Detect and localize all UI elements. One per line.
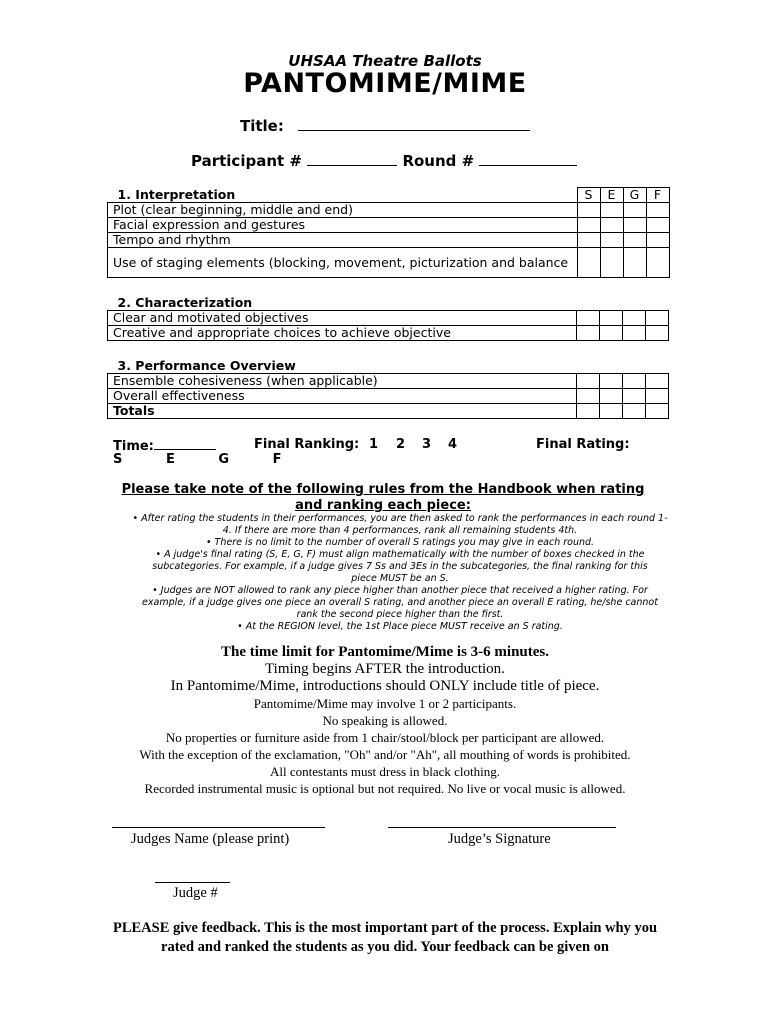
criteria-row — [108, 203, 670, 218]
criteria-label: Creative and appropriate choices to achieve objective — [108, 326, 577, 341]
rating-box[interactable] — [646, 203, 669, 218]
limit-line: No properties or furniture aside from 1 chair/stool/block per participant are allowed. — [165, 730, 605, 745]
criteria-row — [108, 389, 669, 404]
judge-name-line[interactable] — [112, 827, 325, 828]
total-box[interactable] — [577, 404, 600, 419]
criteria-label: Ensemble cohesiveness (when applicable) — [108, 374, 577, 389]
rating-box[interactable] — [577, 389, 600, 404]
rating-box[interactable] — [577, 374, 600, 389]
rating-box[interactable] — [600, 218, 623, 233]
limit-line: No speaking is allowed. — [322, 713, 448, 728]
criteria-row — [108, 326, 669, 341]
criteria-label: Plot (clear beginning, middle and end) — [108, 203, 578, 218]
rating-box[interactable] — [646, 218, 669, 233]
criteria-row — [108, 374, 669, 389]
rating-box[interactable] — [600, 389, 623, 404]
col-header-f: F — [646, 188, 669, 203]
criteria-table-interpretation — [107, 187, 670, 278]
title-field-row — [240, 116, 530, 135]
rating-box[interactable] — [600, 233, 623, 248]
rule-item: • A judge's final rating (S, E, G, F) must align mathematically with the number of boxes checked in the subcategories. For example, if a judge gives 7 Ss and 3Es in the subcategories, the final ranking for this piece MUST be an S. — [152, 549, 648, 584]
limit-line: Pantomime/Mime may involve 1 or 2 participants. — [253, 696, 517, 711]
rating-box[interactable] — [646, 248, 669, 278]
limit-line: With the exception of the exclamation, "Oh" and/or "Ah", all mouthing of words is prohibited. — [139, 747, 631, 762]
round-label: Round # — [402, 152, 475, 170]
rule-item: • There is no limit to the number of overall S ratings you may give in each round. — [205, 537, 595, 548]
rating-box[interactable] — [600, 311, 623, 326]
rules-list — [120, 513, 680, 633]
total-box[interactable] — [600, 404, 623, 419]
rating-box[interactable] — [623, 374, 646, 389]
rule-item: • At the REGION level, the 1st Place piece MUST receive an S rating. — [237, 621, 563, 632]
participant-blank[interactable] — [307, 151, 397, 166]
limit-line: In Pantomime/Mime, introductions should ONLY include title of piece. — [170, 678, 600, 694]
judge-signature-label: Judge’s Signature — [448, 831, 551, 847]
total-box[interactable] — [646, 404, 669, 419]
criteria-label: Facial expression and gestures — [108, 218, 578, 233]
rating-box[interactable] — [577, 311, 600, 326]
totals-row — [108, 404, 669, 419]
rating-box[interactable] — [577, 326, 600, 341]
criteria-label: Use of staging elements (blocking, movement, picturization and balance — [108, 248, 578, 278]
rating-box[interactable] — [623, 248, 646, 278]
final-rating-options[interactable]: S E G F — [113, 452, 282, 467]
rating-box[interactable] — [600, 248, 623, 278]
rating-box[interactable] — [600, 326, 623, 341]
final-rating-label: Final Rating: — [536, 437, 630, 452]
rating-box[interactable] — [623, 389, 646, 404]
rules-summary — [0, 644, 770, 797]
col-header-s: S — [577, 188, 600, 203]
col-header-g: G — [623, 188, 646, 203]
criteria-row — [108, 218, 670, 233]
rating-box[interactable] — [577, 233, 600, 248]
rating-box[interactable] — [623, 233, 646, 248]
judge-name-label: Judges Name (please print) — [131, 831, 290, 847]
rating-box[interactable] — [646, 233, 669, 248]
rating-box[interactable] — [623, 218, 646, 233]
rating-box[interactable] — [646, 389, 669, 404]
rating-box[interactable] — [646, 326, 669, 341]
rules-heading: Please take note of the following rules from the Handbook when rating and ranking each piece: — [121, 482, 645, 513]
criteria-row — [108, 248, 670, 278]
limit-line: Timing begins AFTER the introduction. — [265, 661, 505, 677]
rating-box[interactable] — [577, 248, 600, 278]
ballot-title: PANTOMIME/MIME — [243, 68, 527, 99]
round-blank[interactable] — [479, 151, 577, 166]
participant-label: Participant # — [191, 152, 302, 170]
rank-option-4[interactable]: 4 — [448, 437, 458, 452]
criteria-label: Overall effectiveness — [108, 389, 577, 404]
rating-box[interactable] — [600, 203, 623, 218]
criteria-label: Tempo and rhythm — [108, 233, 578, 248]
limit-line: Recorded instrumental music is optional but not required. No live or vocal music is allowed. — [144, 781, 626, 796]
rule-item: • Judges are NOT allowed to rank any piece higher than another piece that received a higher rating. For example, if a judge gives one piece an overall S rating, and another piece an overall E rating, he/she cannot rank the second piece higher than the first. — [142, 585, 658, 620]
section-heading: 1. Interpretation — [117, 186, 236, 202]
rating-box[interactable] — [623, 203, 646, 218]
section-heading: 3. Performance Overview — [117, 358, 296, 373]
rating-box[interactable] — [600, 374, 623, 389]
totals-label: Totals — [108, 404, 577, 419]
rating-box[interactable] — [623, 326, 646, 341]
rank-option-2[interactable]: 2 — [396, 437, 406, 452]
limit-line: All contestants must dress in black clothing. — [270, 764, 500, 779]
ballot-subtitle: UHSAA Theatre Ballots — [288, 52, 482, 70]
rating-box[interactable] — [623, 311, 646, 326]
judge-number-line[interactable] — [155, 882, 230, 883]
rule-item: • After rating the students in their performances, you are then asked to rank the performances in each round 1-4. If there are more than 4 performances, rank all remaining students 4th. — [132, 513, 668, 536]
rating-box[interactable] — [577, 218, 600, 233]
rank-option-1[interactable]: 1 — [369, 437, 379, 452]
time-limit-text: The time limit for Pantomime/Mime is 3-6 minutes. — [221, 644, 549, 660]
rating-box[interactable] — [646, 374, 669, 389]
judge-signature-line[interactable] — [388, 827, 616, 828]
participant-round-row — [191, 151, 577, 170]
criteria-label: Clear and motivated objectives — [108, 311, 577, 326]
criteria-row — [108, 233, 670, 248]
section-heading: 2. Characterization — [117, 295, 253, 310]
criteria-table-characterization — [107, 296, 669, 341]
feedback-instructions: PLEASE give feedback. This is the most important part of the process. Explain why you rated and ranked the students as you did. Your feedback can be given on — [112, 920, 658, 955]
final-ranking-label: Final Ranking: — [254, 437, 360, 452]
col-header-e: E — [600, 188, 623, 203]
criteria-row — [108, 311, 669, 326]
time-blank[interactable] — [154, 437, 216, 450]
rank-option-3[interactable]: 3 — [422, 437, 432, 452]
total-box[interactable] — [623, 404, 646, 419]
rating-box[interactable] — [577, 203, 600, 218]
title-label: Title: — [240, 117, 284, 135]
rating-box[interactable] — [646, 311, 669, 326]
judge-number-label: Judge # — [173, 885, 218, 901]
criteria-table-performance — [107, 359, 669, 419]
title-blank[interactable] — [298, 116, 530, 131]
time-label: Time: — [113, 439, 154, 454]
